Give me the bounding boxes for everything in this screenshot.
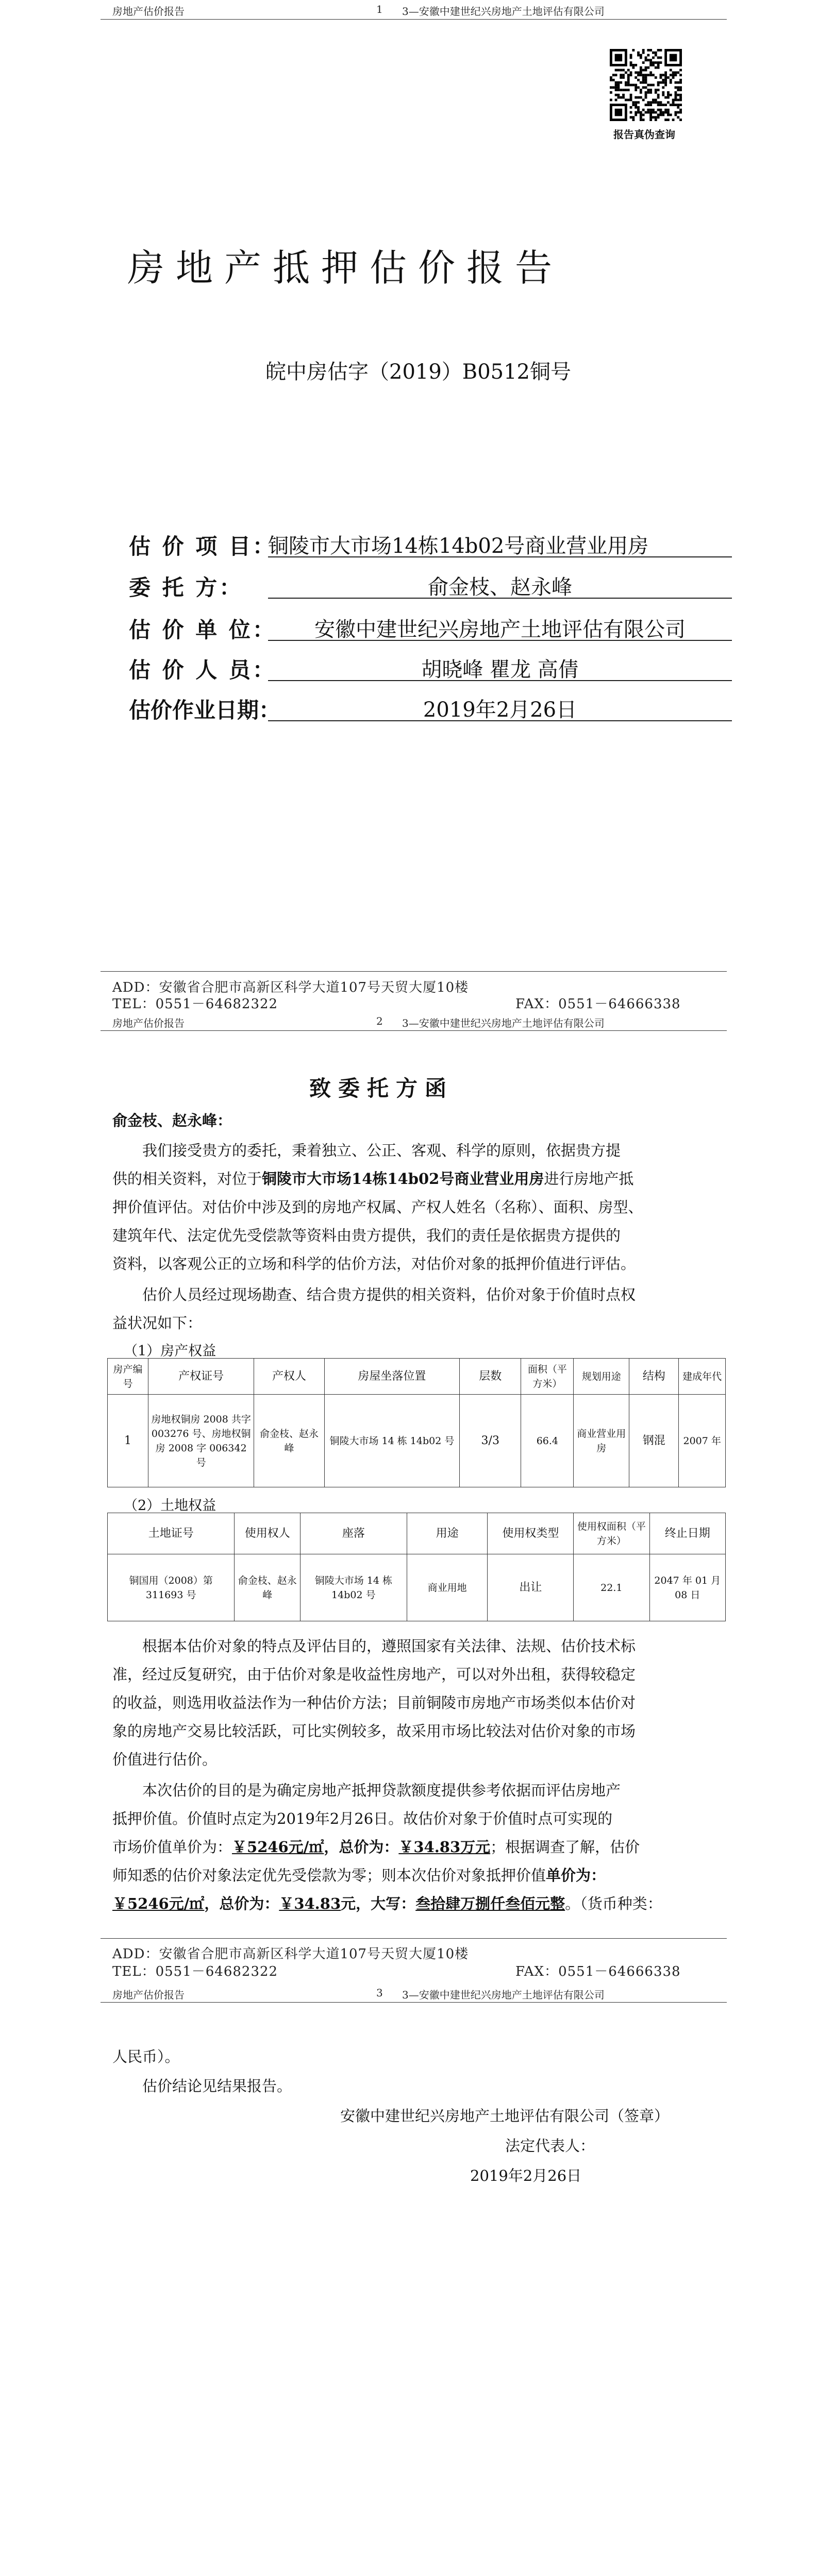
footer-tel: TEL：0551－64682322 — [112, 1964, 278, 1979]
letter-paragraph-6: 估价结论见结果报告。 — [142, 2077, 292, 2095]
document-number: 皖中房估字（2019）B0512铜号 — [265, 360, 571, 384]
table-header: 建成年代 — [679, 1359, 726, 1395]
footer-address: ADD：安徽省合肥市高新区科学大道107号天贸大厦10楼 — [112, 1946, 469, 1962]
qr-code-icon[interactable] — [610, 49, 682, 121]
text-line: 根据本估价对象的特点及评估目的，遵照国家有关法律、法规、估价技术标 — [142, 1637, 636, 1655]
signature-company: 安徽中建世纪兴房地产土地评估有限公司（签章） — [340, 2107, 670, 2125]
text-line — [112, 1861, 731, 1890]
header-right: 3—安徽中建世纪兴房地产土地评估有限公司 — [402, 1017, 605, 1029]
table-cell: 1 — [108, 1395, 148, 1487]
table-header: 终止日期 — [649, 1513, 726, 1554]
header-rule — [101, 1030, 727, 1031]
market-unit-price: ￥5246元/㎡ — [232, 1838, 324, 1856]
label-work-date: 估价作业日期： — [129, 698, 281, 723]
footer-rule — [101, 971, 727, 972]
label-client: 委 托 方： — [129, 575, 243, 600]
header-page-number: 1 — [376, 3, 383, 15]
header-rule — [101, 19, 727, 20]
text-line: 押价值评估。对估价中涉及到的房地产权属、产权人姓名（名称）、面积、房型、 — [112, 1198, 643, 1216]
text-span: 市场价值单价为： — [112, 1838, 232, 1856]
value-appraiser-org: 安徽中建世纪兴房地产土地评估有限公司 — [314, 618, 686, 641]
table-cell: 房地权铜房 2008 共字 003276 号、房地权铜房 2008 字 006342 号 — [148, 1395, 254, 1487]
header-left: 房地产估价报告 — [112, 5, 185, 18]
table-cell: 铜陵大市场 14 栋 14b02 号 — [301, 1554, 407, 1621]
letter-paragraph-2 — [112, 1281, 731, 1337]
label-project: 估 价 项 目： — [129, 534, 276, 559]
text-span: 师知悉的估价对象法定优先受偿款为零；则本次估价对象抵押价值 — [112, 1867, 546, 1884]
underline — [268, 640, 732, 641]
table-cell: 俞金枝、赵永峰 — [254, 1395, 324, 1487]
header-right: 3—安徽中建世纪兴房地产土地评估有限公司 — [402, 1989, 605, 2001]
letter-paragraph-4 — [112, 1776, 731, 1918]
header-left: 房地产估价报告 — [112, 1017, 185, 1029]
table-row — [108, 1395, 726, 1487]
project-name-bold: 铜陵市大市场14栋14b02号商业营业用房 — [262, 1170, 544, 1188]
text-span: ，大写： — [356, 1895, 416, 1912]
signature-representative: 法定代表人： — [505, 2137, 595, 2155]
market-total-price: ￥34.83万元 — [398, 1838, 491, 1856]
underline — [268, 598, 732, 599]
text-span: 进行房地产抵 — [544, 1170, 634, 1188]
footer-fax: FAX：0551－64666338 — [515, 996, 681, 1012]
text-line: 资料，以客观公正的立场和科学的估价方法，对估价对象的抵押价值进行评估。 — [112, 1255, 636, 1273]
table-header: 产权证号 — [148, 1359, 254, 1395]
footer-address: ADD：安徽省合肥市高新区科学大道107号天贸大厦10楼 — [112, 980, 469, 995]
text-line: 象的房地产交易比较活跃，可比实例较多，故采用市场比较法对估价对象的市场 — [112, 1722, 636, 1740]
header-page-number: 3 — [376, 1987, 383, 1999]
header-rule — [101, 2002, 727, 2003]
text-line: 抵押价值。价值时点定为2019年2月26日。故估价对象于价值时点可实现的 — [112, 1810, 613, 1827]
table-cell: 2007 年 — [679, 1395, 726, 1487]
letter-paragraph-3 — [112, 1632, 731, 1774]
table-header: 结构 — [629, 1359, 679, 1395]
text-line: 准，经过反复研究，由于估价对象是收益性房地产，可以对外出租，获得较稳定 — [112, 1666, 636, 1683]
value-work-date: 2019年2月26日 — [423, 698, 577, 722]
table-cell: 钢混 — [629, 1395, 679, 1487]
signature-date: 2019年2月26日 — [470, 2167, 582, 2184]
footer-rule — [101, 1938, 727, 1939]
header-left: 房地产估价报告 — [112, 1989, 185, 2001]
table-row — [108, 1554, 726, 1621]
table-cell: 66.4 — [521, 1395, 574, 1487]
mortgage-total-uppercase: 叁拾肆万捌仟叁佰元整 — [415, 1895, 565, 1912]
mortgage-unit-price: ￥5246元/㎡ — [112, 1895, 205, 1912]
qr-caption: 报告真伪查询 — [613, 128, 675, 141]
table-cell: 2047 年 01 月 08 日 — [649, 1554, 726, 1621]
value-appraisers: 胡晓峰 瞿龙 高倩 — [421, 658, 579, 682]
text-span: 单价为： — [546, 1867, 606, 1884]
table-header: 房屋坐落位置 — [324, 1359, 459, 1395]
table-header: 土地证号 — [108, 1513, 235, 1554]
letter-paragraph-1 — [112, 1137, 731, 1278]
text-span: ，总价为： — [324, 1838, 399, 1856]
footer-tel: TEL：0551－64682322 — [112, 996, 278, 1012]
table-header: 座落 — [301, 1513, 407, 1554]
table-cell: 22.1 — [574, 1554, 649, 1621]
land-rights-table — [107, 1513, 726, 1621]
table-header: 使用权面积（平方米） — [574, 1513, 649, 1554]
value-client: 俞金枝、赵永峰 — [428, 575, 572, 599]
house-rights-table — [107, 1358, 726, 1487]
underline — [268, 720, 732, 721]
text-line — [112, 1890, 731, 1918]
text-line — [112, 1165, 731, 1193]
table-cell: 出让 — [488, 1554, 574, 1621]
text-line: 建筑年代、法定优先受偿款等资料由贵方提供，我们的责任是依据贵方提供的 — [112, 1227, 621, 1244]
label-appraisers: 估 价 人 员： — [129, 657, 276, 683]
table-cell: 铜国用（2008）第 311693 号 — [108, 1554, 235, 1621]
table-cell: 铜陵大市场 14 栋 14b02 号 — [324, 1395, 459, 1487]
header-right: 3—安徽中建世纪兴房地产土地评估有限公司 — [402, 5, 605, 18]
table-header: 层数 — [460, 1359, 521, 1395]
table-cell: 商业营业用房 — [574, 1395, 629, 1487]
underline — [268, 680, 732, 681]
table-cell: 商业用地 — [407, 1554, 488, 1621]
table-header: 使用权类型 — [488, 1513, 574, 1554]
text-line: 价值进行估价。 — [112, 1751, 218, 1768]
text-line: 本次估价的目的是为确定房地产抵押贷款额度提供参考依据而评估房地产 — [142, 1782, 621, 1799]
letter-salutation: 俞金枝、赵永峰： — [112, 1112, 232, 1129]
table-header: 房产编号 — [108, 1359, 148, 1395]
value-project: 铜陵市大市场14栋14b02号商业营业用房 — [268, 534, 649, 558]
text-span: ，总价为： — [204, 1895, 279, 1912]
text-span: 元 — [341, 1895, 356, 1912]
text-line — [112, 1833, 731, 1861]
text-line: 我们接受贵方的委托，秉着独立、公正、客观、科学的原则，依据贵方提 — [142, 1142, 621, 1159]
letter-title: 致委托方函 — [309, 1076, 454, 1101]
mortgage-total-price: ￥34.83 — [279, 1895, 341, 1912]
subheading-land: （2）土地权益 — [124, 1498, 216, 1514]
header-page-number: 2 — [376, 1015, 383, 1027]
table-header: 产权人 — [254, 1359, 324, 1395]
label-appraiser-org: 估 价 单 位： — [129, 617, 276, 642]
text-span: 。（货币种类： — [565, 1895, 662, 1912]
text-span: 供的相关资料，对位于 — [112, 1170, 262, 1188]
underline — [268, 556, 732, 557]
text-span: ；根据调查了解，估价 — [490, 1838, 640, 1856]
report-title: 房地产抵押估价报告 — [127, 246, 564, 290]
table-header: 面积（平方米） — [521, 1359, 574, 1395]
text-line: 益状况如下： — [112, 1314, 203, 1332]
letter-paragraph-5: 人民币）。 — [112, 2048, 180, 2065]
table-header: 规划用途 — [574, 1359, 629, 1395]
table-header: 用途 — [407, 1513, 488, 1554]
table-header: 使用权人 — [235, 1513, 301, 1554]
text-line: 的收益，则选用收益法作为一种估价方法；目前铜陵市房地产市场类似本估价对 — [112, 1694, 636, 1711]
subheading-house: （1）房产权益 — [124, 1343, 216, 1359]
table-cell: 俞金枝、赵永峰 — [235, 1554, 301, 1621]
text-line: 估价人员经过现场勘查、结合贵方提供的相关资料，估价对象于价值时点权 — [142, 1286, 636, 1303]
table-cell: 3/3 — [460, 1395, 521, 1487]
footer-fax: FAX：0551－64666338 — [515, 1964, 681, 1979]
